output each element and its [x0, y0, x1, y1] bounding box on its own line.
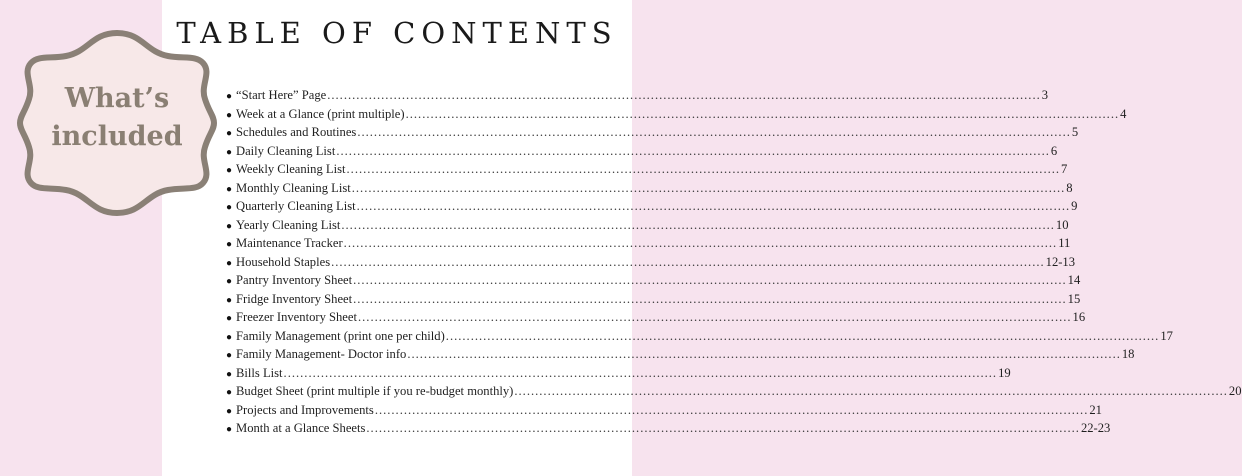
- whats-included-badge: [18, 28, 216, 218]
- dot-leader: ............................................................................................................................................................................: [343, 236, 1058, 250]
- toc-item-label: Week at a Glance (print multiple): [236, 106, 405, 121]
- toc-item-label: Monthly Cleaning List: [236, 180, 351, 195]
- toc-item: [226, 86, 1049, 105]
- toc-item-page-number: 10: [1055, 217, 1069, 232]
- toc-item-page-number: 12-13: [1045, 254, 1076, 269]
- bullet-icon: ●: [226, 331, 233, 343]
- toc-item-page-number: 20: [1228, 384, 1242, 398]
- toc-item-label: Month at a Glance Sheets: [236, 421, 366, 435]
- toc-item-page-number: 9: [1071, 199, 1078, 213]
- bullet-icon: ●: [226, 165, 233, 176]
- dot-leader: ............................................................................................................................................................................: [405, 106, 1120, 121]
- toc-item-page-number: 16: [1072, 310, 1086, 324]
- toc-item-page-number: 22-23: [1080, 421, 1111, 435]
- bullet-icon: ●: [226, 405, 233, 417]
- toc-item-label: Budget Sheet (print multiple if you re-budget monthly): [236, 384, 514, 398]
- toc-item: [226, 364, 1011, 383]
- toc-item-label: Projects and Improvements: [236, 402, 374, 417]
- dot-leader: ............................................................................................................................................................................: [356, 199, 1071, 213]
- toc-item-page-number: 17: [1160, 328, 1173, 343]
- bullet-icon: ●: [226, 183, 233, 195]
- toc-item-label: Freezer Inventory Sheet: [236, 310, 357, 324]
- dot-leader: ............................................................................................................................................................................: [346, 162, 1061, 176]
- bullet-icon: ●: [226, 128, 233, 139]
- toc-item-label: “Start Here” Page: [236, 88, 327, 102]
- toc-item-label: Daily Cleaning List: [236, 143, 336, 158]
- table-of-contents-list: [226, 86, 1242, 438]
- document-page: [162, 0, 1242, 476]
- page-title: TABLE OF CONTENTS: [176, 16, 618, 50]
- dot-leader: ............................................................................................................................................................................: [353, 273, 1067, 287]
- dot-leader: ............................................................................................................................................................................: [283, 365, 998, 380]
- dot-leader: ............................................................................................................................................................................: [357, 125, 1071, 139]
- toc-item-label: Schedules and Routines: [236, 125, 357, 139]
- bullet-icon: ●: [226, 91, 233, 102]
- toc-item: [226, 327, 1173, 346]
- toc-item-label: Maintenance Tracker: [236, 236, 343, 250]
- toc-item-page-number: 3: [1041, 88, 1049, 102]
- dot-leader: ............................................................................................................................................................................: [353, 291, 1067, 306]
- toc-item-label: Quarterly Cleaning List: [236, 199, 356, 213]
- bullet-icon: ●: [226, 294, 233, 306]
- toc-item-page-number: 7: [1061, 162, 1068, 176]
- bullet-icon: ●: [226, 276, 233, 287]
- toc-item: [226, 345, 1135, 364]
- bullet-icon: ●: [226, 220, 233, 232]
- toc-item-page-number: 15: [1067, 291, 1081, 306]
- toc-item: [226, 142, 1058, 161]
- badge-line: included: [51, 121, 183, 152]
- bullet-icon: ●: [226, 424, 233, 435]
- toc-item: [226, 197, 1078, 216]
- dot-leader: ............................................................................................................................................................................: [351, 180, 1066, 195]
- toc-item: [226, 253, 1076, 272]
- toc-item: [226, 382, 1242, 401]
- dot-leader: ............................................................................................................................................................................: [327, 88, 1041, 102]
- bullet-icon: ●: [226, 202, 233, 213]
- toc-item-page-number: 19: [998, 365, 1011, 380]
- toc-item-label: Fridge Inventory Sheet: [236, 291, 353, 306]
- toc-item: [226, 271, 1081, 290]
- toc-item: [226, 123, 1079, 142]
- toc-item-page-number: 8: [1066, 180, 1073, 195]
- dot-leader: ............................................................................................................................................................................: [374, 402, 1089, 417]
- toc-item-page-number: 11: [1058, 236, 1071, 250]
- toc-item: [226, 419, 1111, 438]
- dot-leader: ............................................................................................................................................................................: [445, 328, 1160, 343]
- bullet-icon: ●: [226, 313, 233, 324]
- toc-item-page-number: 5: [1071, 125, 1079, 139]
- badge-line: What’s: [64, 83, 170, 114]
- toc-item-page-number: 18: [1121, 347, 1135, 361]
- toc-item-page-number: 21: [1089, 402, 1102, 417]
- bullet-icon: ●: [226, 109, 233, 121]
- toc-item: [226, 179, 1073, 198]
- toc-item: [226, 308, 1086, 327]
- bullet-icon: ●: [226, 368, 233, 380]
- dot-leader: ............................................................................................................................................................................: [514, 384, 1228, 398]
- bullet-icon: ●: [226, 257, 233, 269]
- dot-leader: ............................................................................................................................................................................: [407, 347, 1121, 361]
- toc-item: [226, 216, 1069, 235]
- dot-leader: ............................................................................................................................................................................: [331, 254, 1045, 269]
- toc-item: [226, 160, 1068, 179]
- dot-leader: ............................................................................................................................................................................: [336, 143, 1050, 158]
- toc-item-label: Family Management- Doctor info: [236, 347, 407, 361]
- toc-item-label: Pantry Inventory Sheet: [236, 273, 353, 287]
- toc-item-label: Weekly Cleaning List: [236, 162, 346, 176]
- bullet-icon: ●: [226, 350, 233, 361]
- toc-item: [226, 234, 1071, 253]
- toc-item: [226, 401, 1102, 420]
- toc-item: [226, 105, 1127, 124]
- toc-item-label: Household Staples: [236, 254, 331, 269]
- toc-item-label: Family Management (print one per child): [236, 328, 445, 343]
- badge-label: [18, 80, 216, 156]
- bullet-icon: ●: [226, 239, 233, 250]
- dot-leader: ............................................................................................................................................................................: [341, 217, 1055, 232]
- toc-item-page-number: 4: [1120, 106, 1127, 121]
- bullet-icon: ●: [226, 387, 233, 398]
- toc-item-page-number: 14: [1067, 273, 1081, 287]
- toc-item-label: Yearly Cleaning List: [236, 217, 341, 232]
- toc-item-page-number: 6: [1050, 143, 1058, 158]
- bullet-icon: ●: [226, 146, 233, 158]
- dot-leader: ............................................................................................................................................................................: [366, 421, 1080, 435]
- dot-leader: ............................................................................................................................................................................: [358, 310, 1072, 324]
- toc-item-label: Bills List: [236, 365, 283, 380]
- toc-item: [226, 290, 1081, 309]
